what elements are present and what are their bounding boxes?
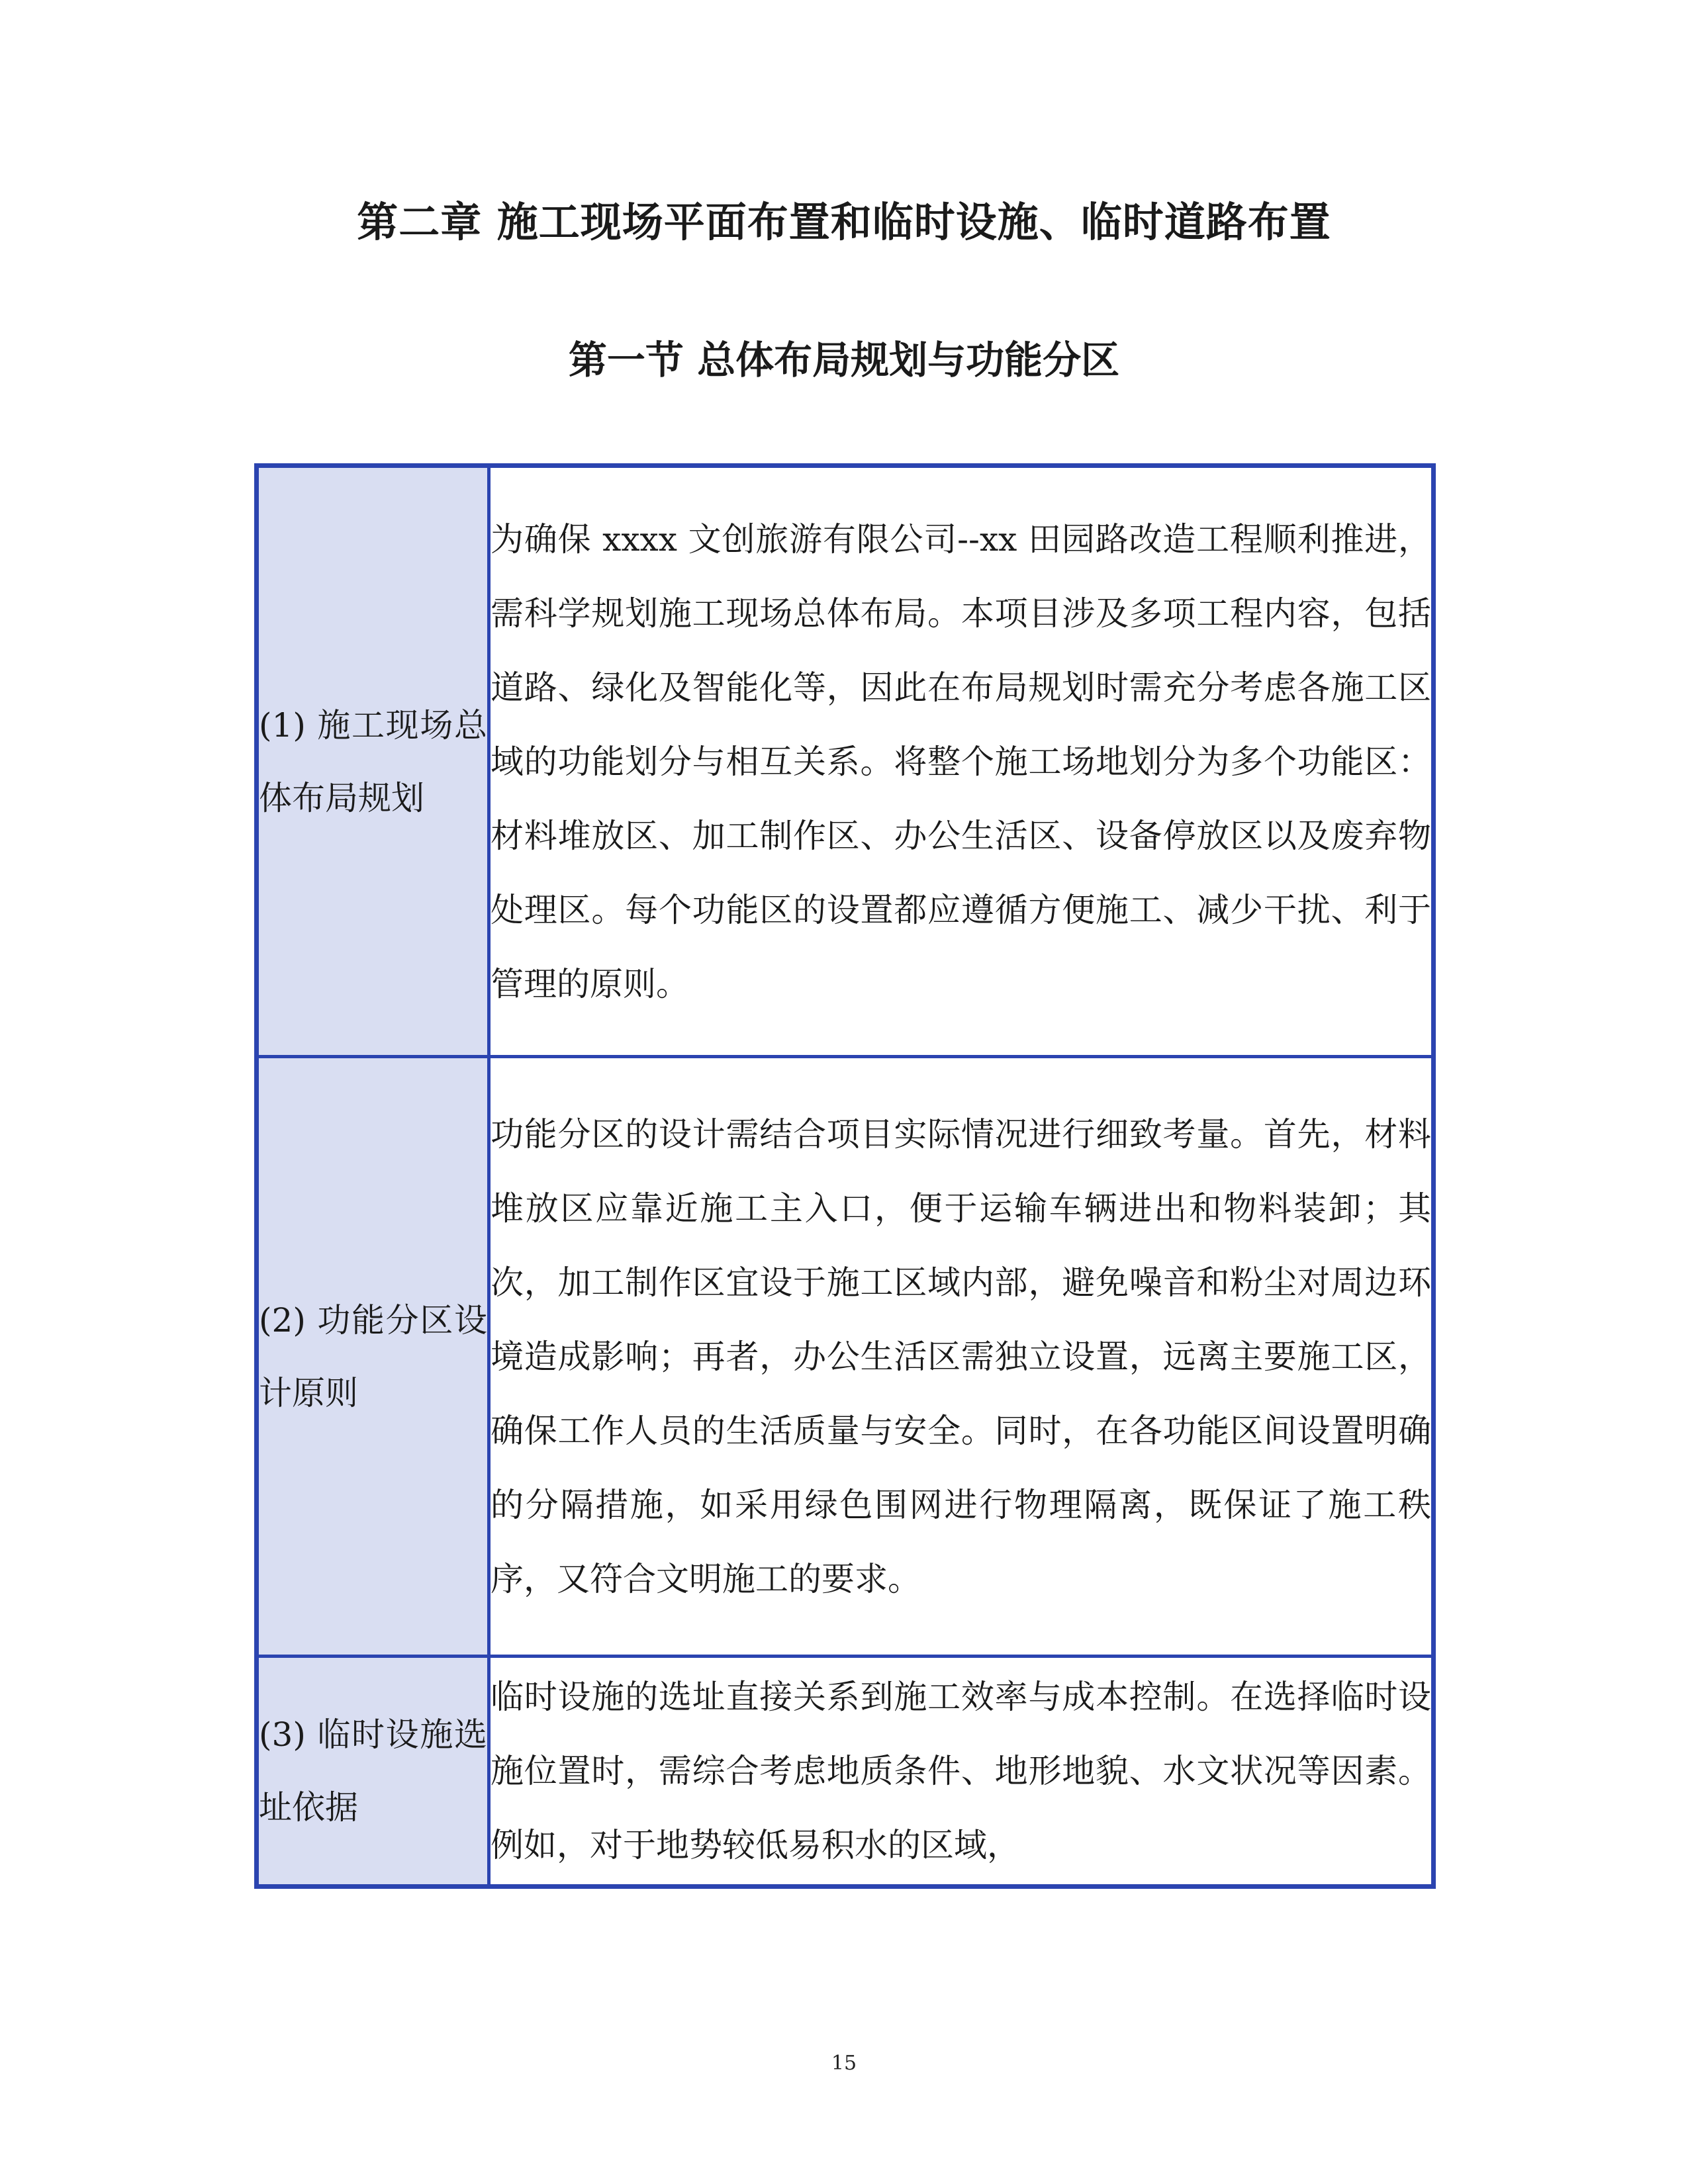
chapter-title: 第二章 施工现场平面布置和临时设施、临时道路布置 xyxy=(357,198,1331,246)
table-row xyxy=(257,1657,1434,1887)
table-row xyxy=(257,466,1434,1057)
row-label: (3) 临时设施选址依据 xyxy=(257,1657,489,1887)
row-label: (2) 功能分区设计原则 xyxy=(257,1057,489,1657)
row-label: (1) 施工现场总体布局规划 xyxy=(257,466,489,1057)
page-number: 15 xyxy=(831,2052,857,2075)
row-text: 功能分区的设计需结合项目实际情况进行细致考量。首先，材料堆放区应靠近施工主入口，便于运输车辆进出和物料装卸；其次，加工制作区宜设于施工区域内部，避免噪音和粉尘对周边环境造成影响；再者，办公生活区需独立设置，远离主要施工区，确保工作人员的生活质量与安全。同时，在各功能区间设置明确的分隔措施，如采用绿色围网进行物理隔离，既保证了施工秩序，又符合文明施工的要求。 xyxy=(489,1057,1434,1657)
row-text: 临时设施的选址直接关系到施工效率与成本控制。在选择临时设施位置时，需综合考虑地质条件、地形地貌、水文状况等因素。例如，对于地势较低易积水的区域， xyxy=(489,1657,1434,1887)
row-text: 为确保 xxxx 文创旅游有限公司--xx 田园路改造工程顺利推进，需科学规划施工现场总体布局。本项目涉及多项工程内容，包括道路、绿化及智能化等，因此在布局规划时需充分考虑各施工区域的功能划分与相互关系。将整个施工场地划分为多个功能区：材料堆放区、加工制作区、办公生活区、设备停放区以及废弃物处理区。每个功能区的设置都应遵循方便施工、减少干扰、利于管理的原则。 xyxy=(489,466,1434,1057)
content-table xyxy=(254,463,1436,1889)
table-row xyxy=(257,1057,1434,1657)
section-title: 第一节 总体布局规划与功能分区 xyxy=(568,338,1120,383)
